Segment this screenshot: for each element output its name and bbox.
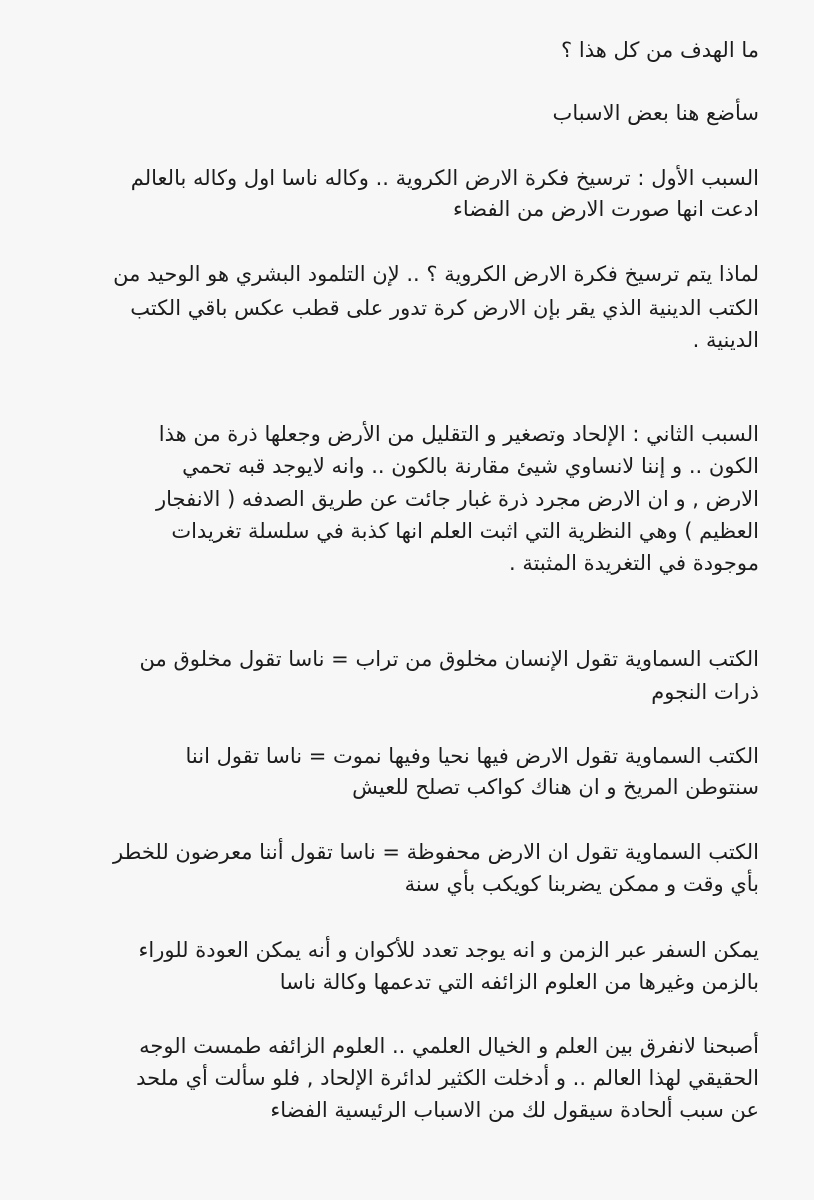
text-line: يمكن السفر عبر الزمن و انه يوجد تعدد للأكوان و أنه يمكن العودة للوراء — [138, 938, 759, 962]
text-line: السبب الثاني : الإلحاد وتصغير و التقليل من الأرض وجعلها ذرة من هذا — [158, 422, 759, 446]
text-line: بالزمن وغيرها من العلوم الزائفه التي تدعمها وكالة ناسا — [279, 970, 759, 994]
text-line: عن سبب ألحادة سيقول لك من الاسباب الرئيسية الفضاء — [270, 1098, 759, 1122]
text-line: الكتب السماوية تقول الإنسان مخلوق من تراب = ناسا تقول مخلوق من — [139, 647, 759, 671]
text-line: ادعت انها صورت الارض من الفضاء — [453, 197, 759, 221]
text-line: ما الهدف من كل هذا ؟ — [561, 38, 759, 62]
text-line: السبب الأول : ترسيخ فكرة الارض الكروية .. وكاله ناسا اول وكاله بالعالم — [130, 166, 759, 190]
text-line: الكتب الدينية الذي يقر بإن الارض كرة تدور على قطب عكس باقي الكتب — [130, 296, 759, 320]
text-line: أصبحنا لانفرق بين العلم و الخيال العلمي .. العلوم الزائفه طمست الوجه — [139, 1034, 759, 1058]
text-line: بأي وقت و ممكن يضربنا كويكب بأي سنة — [404, 872, 759, 896]
text-line: الكتب السماوية تقول ان الارض محفوظة = ناسا تقول أننا معرضون للخطر — [113, 840, 759, 864]
text-line: العظيم ) وهي النظرية التي اثبت العلم انها كذبة في سلسلة تغريدات — [171, 519, 759, 543]
text-line: الحقيقي لهذا العالم .. و أدخلت الكثير لدائرة الإلحاد , فلو سألت أي ملحد — [136, 1066, 759, 1090]
text-line: الكتب السماوية تقول الارض فيها نحيا وفيها نموت = ناسا تقول اننا — [185, 744, 759, 768]
text-line: لماذا يتم ترسيخ فكرة الارض الكروية ؟ .. لإن التلمود البشري هو الوحيد من — [113, 262, 759, 286]
text-line: ذرات النجوم — [651, 680, 759, 704]
text-line: الدينية . — [692, 328, 759, 352]
text-line: موجودة في التغريدة المثبتة . — [508, 551, 759, 575]
text-line: سنتوطن المريخ و ان هناك كواكب تصلح للعيش — [352, 775, 759, 799]
text-line: الكون .. و إننا لانساوي شيئ مقارنة بالكون .. وانه لايوجد قبه تحمي — [182, 454, 759, 478]
text-line: الارض , و ان الارض مجرد ذرة غبار جائت عن طريق الصدفه ( الانفجار — [156, 487, 759, 511]
text-line: سأضع هنا بعض الاسباب — [552, 101, 759, 125]
